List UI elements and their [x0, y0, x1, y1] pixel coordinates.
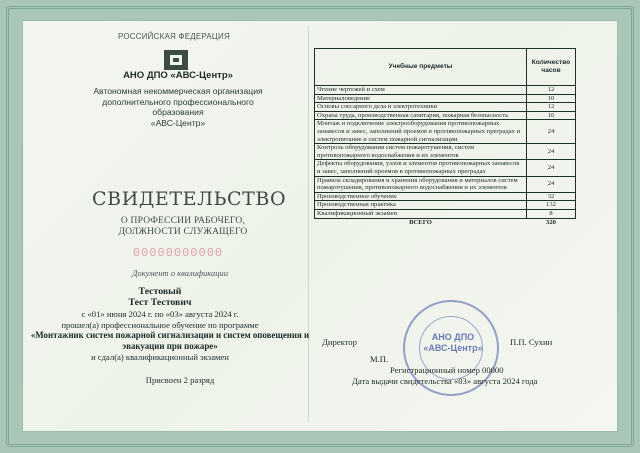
- hours-cell: 24: [527, 176, 576, 192]
- seal-text: [405, 332, 501, 354]
- total-value: 320: [546, 218, 556, 226]
- subject-cell: Основы слесарного дела и электротехники: [315, 103, 527, 112]
- hours-cell: 8: [527, 209, 576, 218]
- page-divider: [308, 26, 309, 422]
- org-logo-icon: [161, 48, 191, 72]
- table-row: [315, 144, 576, 160]
- subject-cell: Производственное обучение: [315, 192, 527, 201]
- hours-cell: 16: [527, 111, 576, 120]
- table-row: [315, 120, 576, 144]
- subject-cell: Охрана труда, производственная санитария, пожарная безопасность: [315, 111, 527, 120]
- org-full-line: дополнительного профессионального образования: [102, 96, 254, 117]
- document-type: Документ о квалификации: [131, 268, 229, 278]
- program-line: «Монтажник систем пожарной сигнализации и систем оповещения и: [30, 330, 310, 340]
- hours-cell: 10: [527, 94, 576, 103]
- table-row: [315, 201, 576, 210]
- subjects-table: [314, 48, 576, 226]
- rank-statement: Присвоен 2 разряд: [145, 375, 215, 385]
- hours-cell: 24: [527, 144, 576, 160]
- hours-cell: 24: [527, 160, 576, 176]
- hours-cell: 24: [527, 120, 576, 144]
- training-statement: прошел(а) профессиональное обучение по программе: [61, 320, 259, 330]
- table-row: [315, 86, 576, 95]
- director-label: Директор: [322, 337, 357, 347]
- issue-date: Дата выдачи свидетельства «03» августа 2024 года: [352, 376, 538, 386]
- seal-line: АНО ДПО: [431, 332, 475, 342]
- table-row: [315, 160, 576, 176]
- table-row: [315, 209, 576, 218]
- table-row: [315, 111, 576, 120]
- subject-cell: Материаловедение: [315, 94, 527, 103]
- subtitle-line: О ПРОФЕССИИ РАБОЧЕГО,: [120, 216, 246, 226]
- hours-cell: 12: [527, 103, 576, 112]
- seal-line: «АВС-Центр»: [423, 343, 483, 353]
- registration-number: Регистрационный номер 00000: [390, 365, 504, 375]
- certificate-title: СВИДЕТЕЛЬСТВО: [92, 188, 287, 210]
- subject-column-header: Учебные предметы: [315, 49, 527, 86]
- hours-cell: 132: [527, 201, 576, 210]
- table-total-row: [315, 218, 576, 226]
- subject-cell: Дефекты оборудования, узлов и элементов противопожарных занавесов и завес, заполнений проемов в противопожарных преградах: [315, 160, 527, 176]
- hours-column-header: Количество часов: [527, 49, 576, 86]
- holder-name: Тест Тестович: [128, 297, 192, 308]
- org-full-line: Автономная некоммерческая организация: [93, 86, 263, 96]
- org-full-line: «АВС-Центр»: [150, 117, 206, 128]
- subject-cell: Производственная практика: [315, 201, 527, 210]
- table-row: [315, 176, 576, 192]
- hours-cell: 12: [527, 86, 576, 95]
- subject-cell: Квалификационный экзамен: [315, 209, 527, 218]
- seal-place-label: М.П.: [370, 354, 389, 364]
- holder-surname: Тестовый: [138, 286, 182, 297]
- country-label: РОССИЙСКАЯ ФЕДЕРАЦИЯ: [118, 32, 230, 41]
- training-dates: с «01» июня 2024 г. по «03» августа 2024 г.: [81, 309, 239, 319]
- org-short-name: АНО ДПО «АВС-Центр»: [123, 70, 233, 81]
- table-header-row: [315, 49, 576, 86]
- program-line: эвакуации при пожаре»: [122, 341, 218, 351]
- hours-cell: 32: [527, 192, 576, 201]
- org-full-name: [88, 86, 268, 128]
- table-row: [315, 192, 576, 201]
- subject-cell: Контроль оборудования систем пожаротушения, систем противопожарного водоснабжения и их элементов: [315, 144, 527, 160]
- subject-cell: Монтаж и подключение электрооборудования противопожарных занавесов и завес, заполнений проемов в противопожарных преградах и электропитание и систем пожарной сигнализации: [315, 120, 527, 144]
- certificate-subtitle: [98, 216, 268, 238]
- table-row: [315, 94, 576, 103]
- subject-cell: Правила складирования и хранения оборудования и материалов систем пожаротушения, противопожарного водоснабжения и их элементов: [315, 176, 527, 192]
- subject-cell: Чтение чертежей и схем: [315, 86, 527, 95]
- program-name: [28, 330, 312, 352]
- director-name: П.П. Сухин: [510, 337, 553, 347]
- certificate-number: 00000000000: [132, 246, 224, 260]
- table-row: [315, 103, 576, 112]
- subtitle-line: ДОЛЖНОСТИ СЛУЖАЩЕГО: [118, 227, 248, 237]
- exam-statement: и сдал(а) квалификационный экзамен: [91, 352, 229, 362]
- total-label: ВСЕГО: [409, 218, 432, 226]
